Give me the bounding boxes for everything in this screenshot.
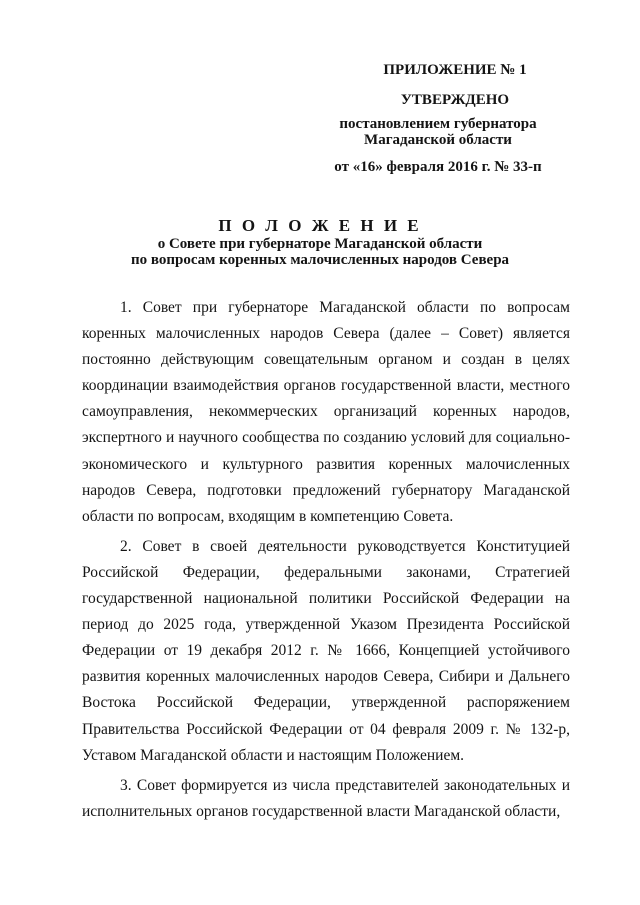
document-subtitle-line-1: о Совете при губернаторе Магаданской области: [157, 236, 483, 252]
paragraph-3: 3. Совет формируется из числа представителей законодательных и исполнительных органов государственной власти Магаданской области,: [82, 776, 570, 820]
document-subtitle-line-2: по вопросам коренных малочисленных народов Севера: [130, 252, 510, 268]
approved-region-line: Магаданской области: [364, 132, 512, 148]
paragraph-1: 1. Совет при губернаторе Магаданской области по вопросам коренных малочисленных народов Севера (далее – Совет) является постоянно действующим совещательным органом и создан в целях координации взаимодействия органов государственной власти, местного самоуправления, некоммерческих организаций коренных народов, экспертного и научного сообщества по созданию условий для социально-экономического и культурного развития коренных малочисленных народов Севера, подготовки предложений губернатору Магаданской области по вопросам, входящим в компетенцию Совета.: [82, 299, 570, 525]
paragraph-2: 2. Совет в своей деятельности руководствуется Конституцией Российской Федерации, федеральными законами, Стратегией государственной национальной политики Российской Федерации на период до 2025 года, утвержденной Указом Президента Российской Федерации от 19 декабря 2012 г. № 1666, Концепцией устойчивого развития коренных малочисленных народов Севера, Сибири и Дальнего Востока Российской Федерации, утвержденной распоряжением Правительства Российской Федерации от 04 февраля 2009 г. № 132-р, Уставом Магаданской области и настоящим Положением.: [82, 537, 570, 764]
approval-block: [308, 62, 568, 175]
approval-date-line: от «16» февраля 2016 г. № 33-п: [334, 159, 542, 175]
document-title: П О Л О Ж Е Н И Е: [218, 216, 422, 235]
document-heading: [40, 216, 600, 268]
document-body: [82, 295, 570, 825]
appendix-label: ПРИЛОЖЕНИЕ № 1: [383, 62, 527, 78]
approved-by-line: постановлением губернатора: [339, 116, 537, 132]
approved-label: УТВЕРЖДЕНО: [400, 92, 510, 108]
